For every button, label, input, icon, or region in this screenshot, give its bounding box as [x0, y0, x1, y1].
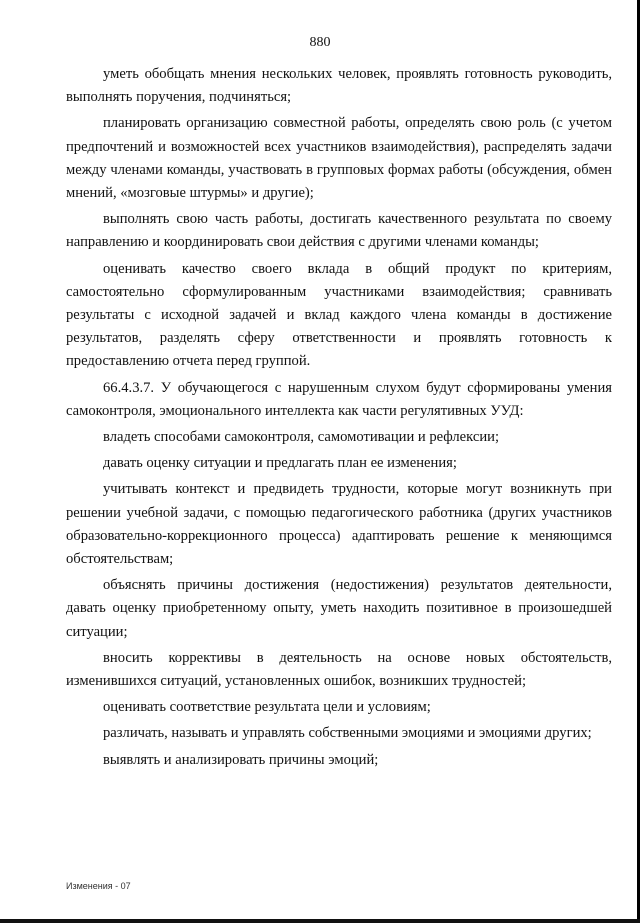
- paragraph: 66.4.3.7. У обучающегося с нарушенным слухом будут сформированы умения самоконтроля, эмоционального интеллекта как части регулятивных УУД:: [66, 379, 612, 419]
- paragraph: выполнять свою часть работы, достигать качественного результата по своему направлению и координировать свои действия с другими членами команды;: [66, 211, 612, 251]
- body-text: [66, 63, 612, 775]
- footer-revision: Изменения - 07: [66, 881, 131, 891]
- paragraph: давать оценку ситуации и предлагать план ее изменения;: [103, 455, 457, 472]
- scan-edge-bottom: [0, 919, 640, 923]
- paragraph: вносить коррективы в деятельность на основе новых обстоятельств, изменившихся ситуаций, установленных ошибок, возникших трудностей;: [66, 649, 612, 690]
- paragraph: уметь обобщать мнения нескольких человек, проявлять готовность руководить, выполнять поручения, подчиняться;: [66, 66, 612, 106]
- paragraph: различать, называть и управлять собственными эмоциями и эмоциями других;: [103, 725, 592, 742]
- paragraph: учитывать контекст и предвидеть трудности, которые могут возникнуть при решении учебной задачи, с помощью педагогического работника (других участников образовательно-коррекционного процесса) адаптировать решение к меняющимся обстоятельствам;: [66, 481, 612, 568]
- paragraph: оценивать соответствие результата цели и условиям;: [103, 699, 431, 716]
- paragraph: планировать организацию совместной работы, определять свою роль (с учетом предпочтений и возможностей всех участников взаимодействия), распределять задачи между членами команды, участвовать в групповых формах работы (обсуждения, обмен мнений, «мозговые штурмы» и другие);: [66, 115, 612, 202]
- paragraph: владеть способами самоконтроля, самомотивации и рефлексии;: [103, 429, 500, 446]
- page-number: 880: [309, 35, 331, 50]
- paragraph: объяснять причины достижения (недостижения) результатов деятельности, давать оценку приобретенному опыту, уметь находить позитивное в произошедшей ситуации;: [66, 577, 612, 640]
- paragraph: оценивать качество своего вклада в общий продукт по критериям, самостоятельно сформулированным участниками взаимодействия; сравнивать результаты с исходной задачей и вклад каждого члена команды в достижение результатов, разделять сферу ответственности и проявлять готовность к предоставлению отчета перед группой.: [66, 260, 612, 370]
- paragraph: выявлять и анализировать причины эмоций;: [103, 751, 379, 768]
